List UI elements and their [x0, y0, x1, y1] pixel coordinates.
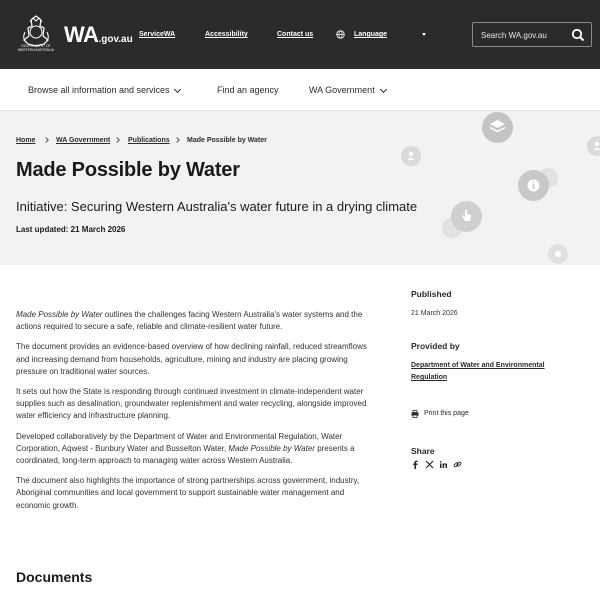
- search-box: [472, 22, 592, 47]
- print-page-label: Print this page: [424, 410, 469, 417]
- initiative-subtitle: Initiative: Securing Western Australia's water future in a drying climate: [16, 199, 418, 214]
- facebook-icon[interactable]: [411, 460, 420, 469]
- overview-paragraph: The document provides an evidence-based overview of how declining rainfall, reduced streamflows and increasing demand from households, agriculture, mining and industry are placing growing pressure on traditional water sources.: [16, 342, 367, 376]
- wa-gov-logo[interactable]: [64, 22, 133, 48]
- documents-heading: Documents: [16, 569, 93, 585]
- intro-paragraph-text: outlines the challenges facing Western Australia's water systems and the actions required to secure a safe, reliable and climate-resilient water future.: [16, 310, 363, 332]
- collaboration-text-end: presents a coordinated, long-term approach to managing water across Western Australia.: [16, 443, 355, 466]
- breadcrumb-home[interactable]: Home: [16, 137, 36, 144]
- info-icon: [518, 170, 549, 201]
- chevron-down-icon[interactable]: [174, 86, 181, 93]
- provider-link[interactable]: Department of Water and Environmental Regulation: [411, 362, 545, 381]
- servicewa-link[interactable]: ServiceWA: [139, 31, 176, 38]
- nav-browse-services[interactable]: Browse all information and services: [28, 85, 170, 95]
- printer-icon: [411, 410, 419, 418]
- contact-us-link[interactable]: Contact us: [277, 31, 314, 38]
- collaboration-paragraph: [16, 431, 370, 468]
- x-icon[interactable]: [425, 460, 434, 469]
- publication-title-italic: Made Possible by Water: [16, 310, 103, 319]
- person-icon: [401, 146, 421, 166]
- nav-find-agency[interactable]: Find an agency: [217, 85, 279, 95]
- published-date: 21 March 2026: [411, 310, 458, 317]
- main-content: [16, 309, 370, 520]
- search-icon[interactable]: [571, 28, 585, 42]
- hand-icon: [451, 201, 482, 232]
- breadcrumb-separator-icon: [43, 137, 49, 143]
- page-title: Made Possible by Water: [16, 159, 240, 181]
- link-icon[interactable]: [453, 460, 462, 469]
- published-label: Published: [411, 289, 452, 299]
- globe-icon: [336, 30, 345, 39]
- caret-down-icon[interactable]: [422, 33, 426, 36]
- last-updated: Last updated: 21 March 2026: [16, 225, 126, 234]
- intro-paragraph: [16, 309, 370, 333]
- linkedin-icon[interactable]: [439, 460, 448, 469]
- breadcrumb-wa-government[interactable]: WA Government: [56, 137, 111, 144]
- person-icon: [587, 136, 600, 156]
- secondary-nav: [0, 69, 600, 111]
- breadcrumb-separator-icon: [174, 137, 180, 143]
- nav-wa-government[interactable]: WA Government: [309, 85, 375, 95]
- layers-icon: [482, 112, 513, 143]
- breadcrumb-publications[interactable]: Publications: [128, 137, 170, 144]
- accessibility-link[interactable]: Accessibility: [205, 31, 248, 38]
- publication-title-italic: Made Possible by Water: [228, 443, 315, 453]
- star-icon: [548, 244, 568, 264]
- logo-suffix-text: .gov.au: [98, 34, 133, 45]
- search-input[interactable]: [481, 29, 563, 41]
- partnerships-paragraph: The document also highlights the importance of strong partnerships across government, industry, Aboriginal communities and local government to support sustainable water management and economic growth.: [16, 476, 360, 510]
- chevron-down-icon[interactable]: [380, 86, 387, 93]
- collaboration-text-start: Developed collaboratively by the Department of Water and Environmental Regulation, Water Corporation, Aqwest - Bunbury Water and Busselton Water,: [16, 431, 343, 453]
- logo-main-text: WA: [64, 22, 99, 47]
- provided-by-label: Provided by: [411, 341, 460, 351]
- share-label: Share: [411, 446, 435, 456]
- top-header: [0, 0, 600, 69]
- page-hero: [0, 111, 600, 265]
- breadcrumb-current: Made Possible by Water: [187, 137, 267, 144]
- language-selector[interactable]: Language: [354, 31, 388, 38]
- breadcrumb-separator-icon: [114, 137, 120, 143]
- crest-caption: GOVERNMENT OF WESTERN AUSTRALIA: [17, 44, 55, 52]
- investment-paragraph: It sets out how the State is responding through continued investment in climate-independent water supplies such as desalination, groundwater replenishment and water recycling, alongside improved water efficiency and infrastructure planning.: [16, 387, 367, 421]
